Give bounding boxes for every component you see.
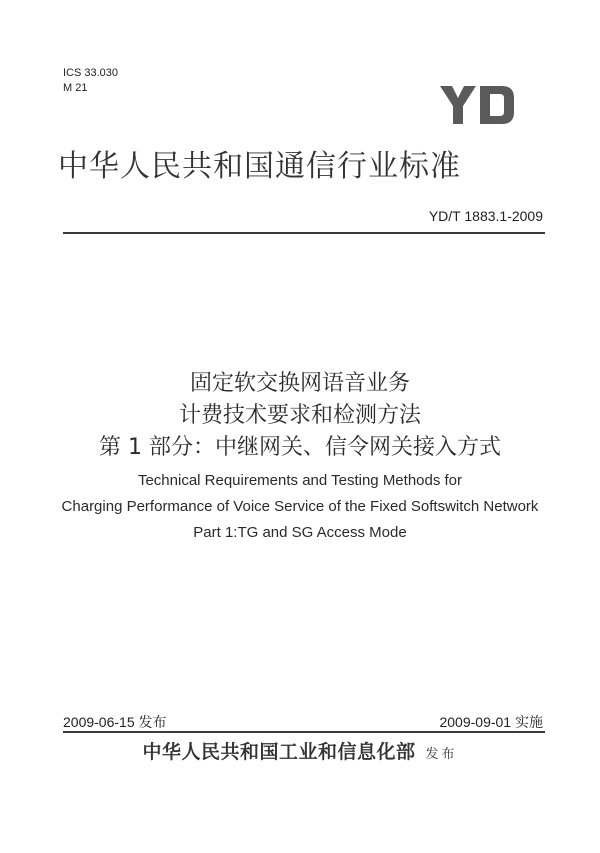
- chinese-title-line-1: 固定软交换网语音业务: [189, 371, 410, 396]
- issue-date: 2009-06-15 发布: [63, 714, 167, 730]
- english-title-line-1: Technical Requirements and Testing Methods for: [137, 472, 463, 489]
- yd-logo-icon: [440, 86, 514, 124]
- english-title-line-2: Charging Performance of Voice Service of the Fixed Softswitch Network: [61, 498, 539, 515]
- standard-number: YD/T 1883.1-2009: [428, 208, 543, 224]
- issuing-authority: 中华人民共和国工业和信息化部: [142, 741, 416, 763]
- standard-category-title: 中华人民共和国通信行业标准: [58, 149, 461, 184]
- implementation-date: 2009-09-01 实施: [439, 714, 543, 730]
- chinese-title-line-2: 计费技术要求和检测方法: [178, 403, 421, 428]
- ics-code: ICS 33.030: [63, 67, 119, 79]
- chinese-title-line-3: 第 1 部分：中继网关、信令网关接入方式: [99, 435, 501, 460]
- category-code: M 21: [63, 82, 88, 94]
- classification-codes: [63, 66, 118, 96]
- footer-divider: [63, 731, 545, 733]
- issuer-block: [0, 737, 600, 764]
- issue-label: 发布: [425, 747, 458, 762]
- header-divider: [63, 232, 545, 234]
- english-title-line-3: Part 1:TG and SG Access Mode: [193, 524, 407, 541]
